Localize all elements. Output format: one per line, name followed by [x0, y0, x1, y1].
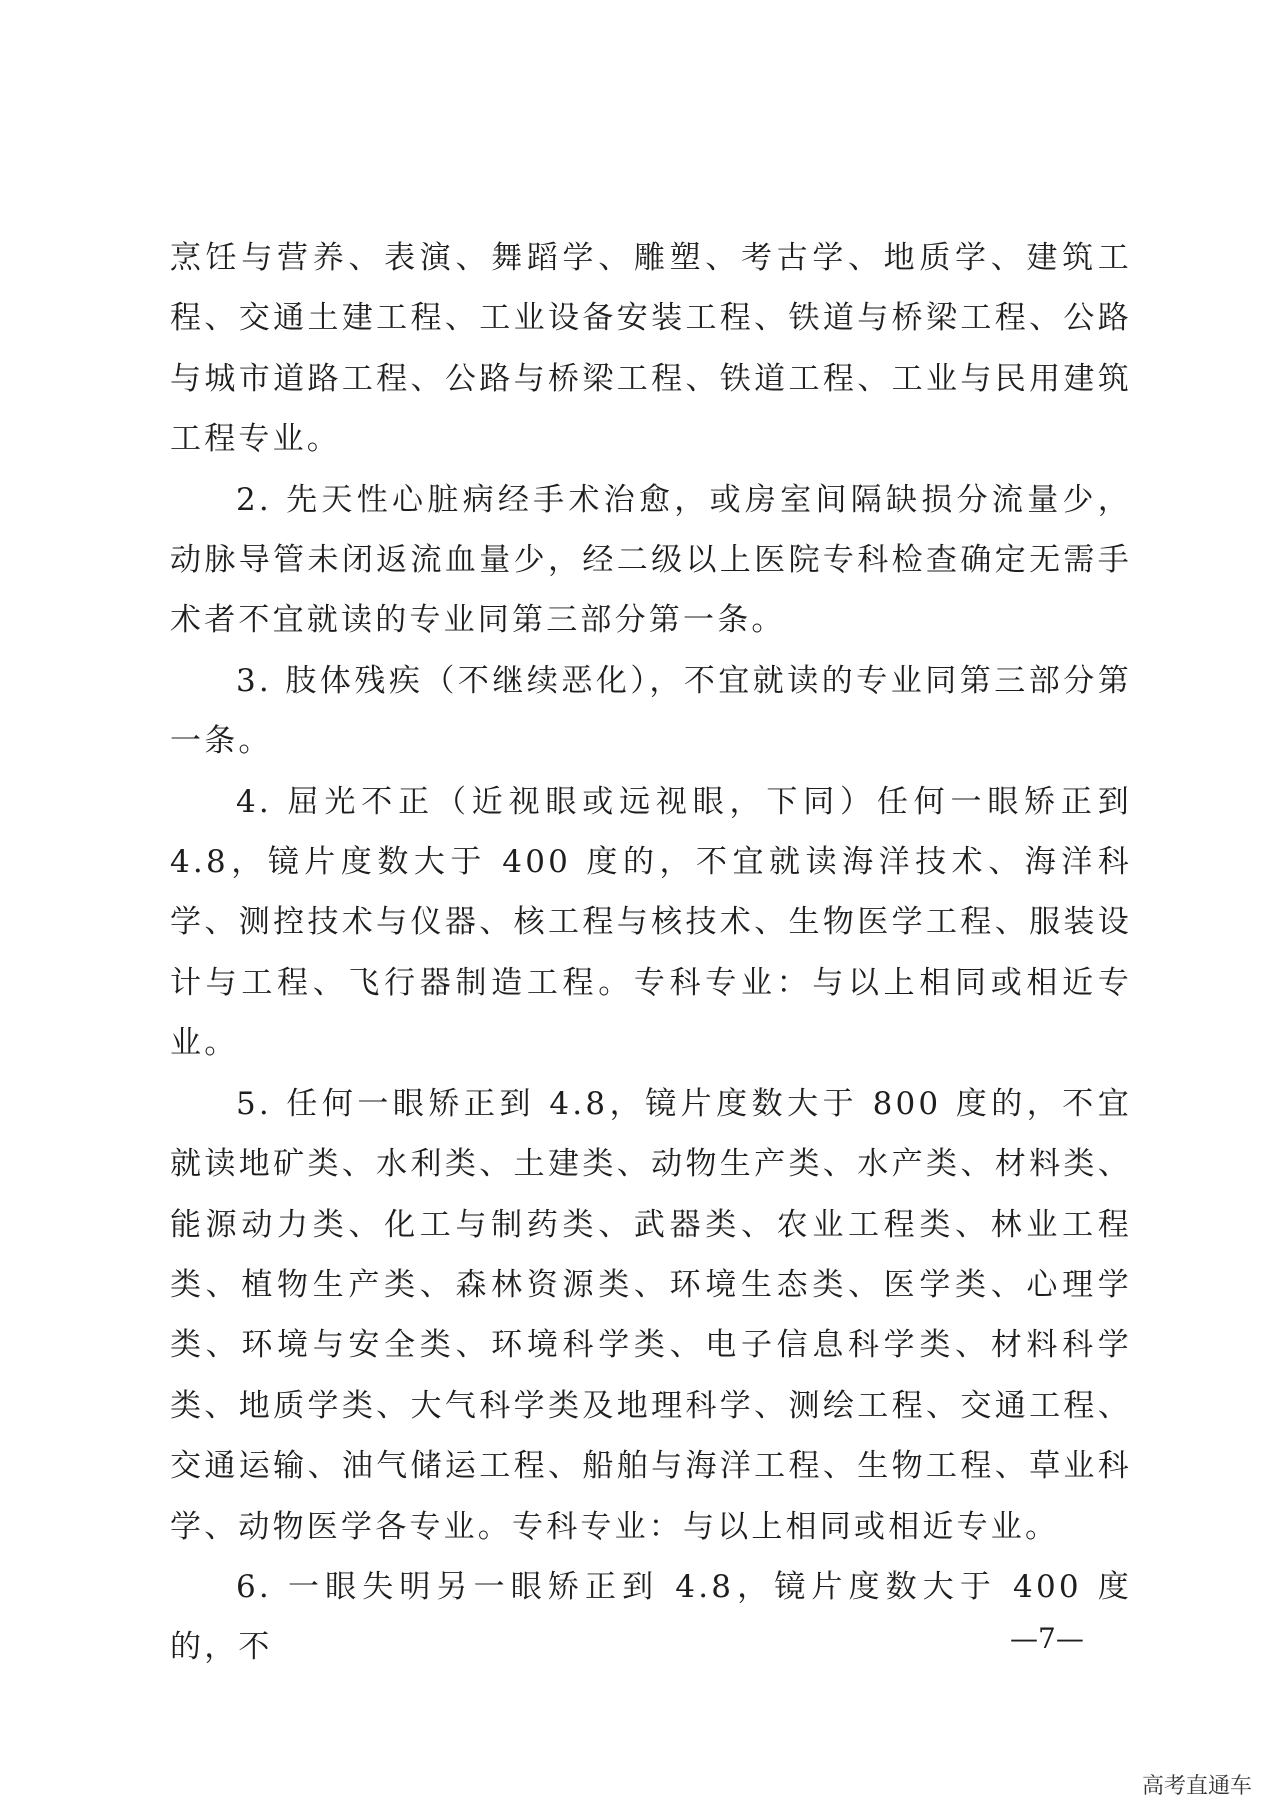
paragraph-continuation: 烹饪与营养、表演、舞蹈学、雕塑、考古学、地质学、建筑工程、交通土建工程、工业设备安装工程、铁道与桥梁工程、公路与城市道路工程、公路与桥梁工程、铁道工程、工业与民用建筑工程专业。 [170, 240, 1132, 458]
paragraph-item-3: 3. 肢体残疾（不继续恶化），不宜就读的专业同第三部分第一条。 [170, 662, 1132, 760]
paragraph-item-4: 4. 屈光不正（近视眼或远视眼，下同）任何一眼矫正到 4.8，镜片度数大于 400 度的，不宜就读海洋技术、海洋科学、测控技术与仪器、核工程与核技术、生物医学工程、服装设计与工程、飞行器制造工程。专科专业：与以上相同或相近专业。 [170, 783, 1132, 1062]
paragraph-item-5: 5. 任何一眼矫正到 4.8，镜片度数大于 800 度的，不宜就读地矿类、水利类、土建类、动物生产类、水产类、材料类、能源动力类、化工与制药类、武器类、农业工程类、林业工程类、植物生产类、森林资源类、环境生态类、医学类、心理学类、环境与安全类、环境科学类、电子信息科学类、材料科学类、地质学类、大气科学类及地理科学、测绘工程、交通工程、交通运输、油气储运工程、船舶与海洋工程、生物工程、草业科学、动物医学各专业。专科专业：与以上相同或相近专业。 [170, 1085, 1132, 1545]
paragraph-item-2: 2. 先天性心脏病经手术治愈，或房室间隔缺损分流量少，动脉导管未闭返流血量少，经二级以上医院专科检查确定无需手术者不宜就读的专业同第三部分第一条。 [170, 481, 1132, 639]
document-body [170, 228, 1132, 1678]
watermark-text: 高考直通车 [1136, 1767, 1258, 1802]
page-number: —7— [1010, 1622, 1084, 1655]
paragraph-item-6: 6. 一眼失明另一眼矫正到 4.8，镜片度数大于 400 度的，不 [170, 1568, 1132, 1666]
